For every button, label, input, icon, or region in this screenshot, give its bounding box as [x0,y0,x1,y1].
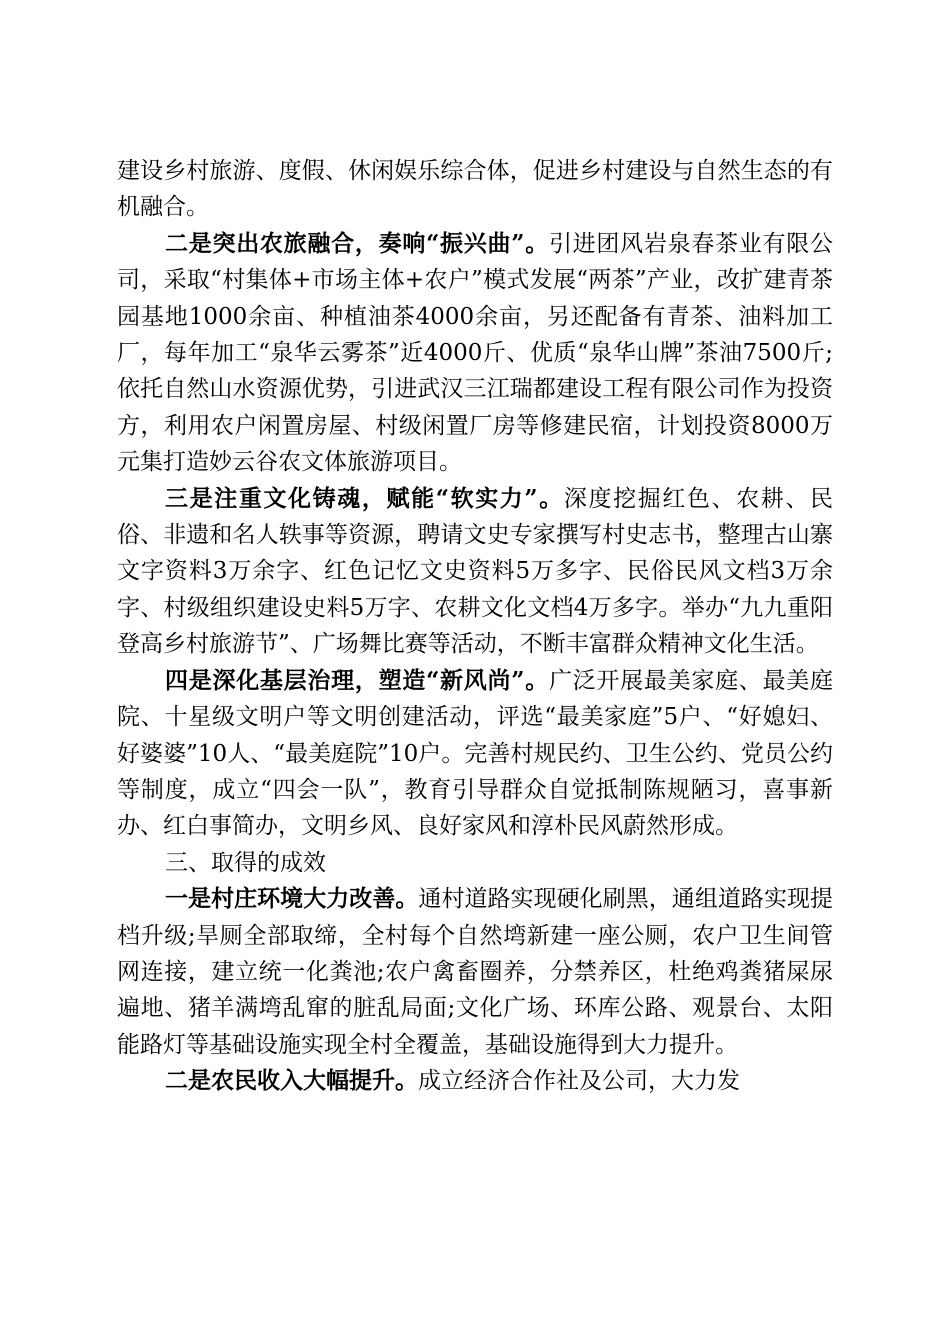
paragraph-text: 深度挖掘红色、农耕、民俗、非遗和名人轶事等资源，聘请文史专家撰写村史志书，整理古山寨文字资料3万余字、红色记忆文史资料5万多字、民俗民风文档3万余字、村级组织建设史料5万字、农耕文化文档4万多字。举办“九九重阳登高乡村旅游节”、广场舞比赛等活动，不断丰富群众精神文化生活。 [117,485,833,658]
paragraph-lead: 二是农民收入大幅提升。 [165,1067,418,1095]
document-body [117,153,833,1100]
paragraph-text: 通村道路实现硬化刷黑，通组道路实现提档升级;旱厕全部取缔，全村每个自然塆新建一座公厕，农户卫生间管网连接，建立统一化粪池;农户禽畜圈养，分禁养区，杜绝鸡粪猪屎尿遍地、猪羊满塆乱窜的脏乱局面;文化广场、环库公路、观景台、太阳能路灯等基础设施实现全村全覆盖，基础设施得到大力提升。 [117,886,834,1058]
paragraph-environment [117,881,833,1063]
paragraph-lead: 三是注重文化铸魂，赋能“软实力”。 [165,484,564,512]
paragraph-text: 成立经济合作社及公司，大力发 [418,1068,740,1095]
paragraph-culture [117,481,833,663]
paragraph-governance [117,663,833,845]
paragraph-intro-continuation [117,153,833,226]
section-heading-text: 三、取得的成效 [165,849,326,876]
paragraph-lead: 一是村庄环境大力改善。 [165,885,419,913]
paragraph-text: 广泛开展最美家庭、最美庭院、十星级文明户等文明创建活动，评选“最美家庭”5户、“好媳妇、好婆婆”10人、“最美庭院”10户。完善村规民约、卫生公约、党员公约等制度，成立“四会一队”，教育引导群众自觉抵制陈规陋习，喜事新办、红白事简办，文明乡风、良好家风和淳朴民风蔚然形成。 [117,667,834,840]
paragraph-text: 引进团风岩泉春茶业有限公司，采取“村集体+市场主体+农户”模式发展“两茶”产业，改扩建青茶园基地1000余亩、种植油茶4000余亩，另还配备有青茶、油料加工厂，每年加工“泉华云雾茶”近4000斤、优质“泉华山牌”茶油7500斤;依托自然山水资源优势，引进武汉三江瑞都建设工程有限公司作为投资方，利用农户闲置房屋、村级闲置厂房等修建民宿，计划投资8000万元集打造妙云谷农文体旅游项目。 [117,230,834,476]
paragraph-text: 建设乡村旅游、度假、休闲娱乐综合体，促进乡村建设与自然生态的有机融合。 [117,158,833,221]
paragraph-income [117,1063,833,1099]
paragraph-agri-tourism [117,226,833,481]
paragraph-lead: 四是深化基层治理，塑造“新风尚”。 [165,666,549,694]
paragraph-lead: 二是突出农旅融合，奏响“振兴曲”。 [165,229,549,257]
section-heading-results [117,845,833,881]
